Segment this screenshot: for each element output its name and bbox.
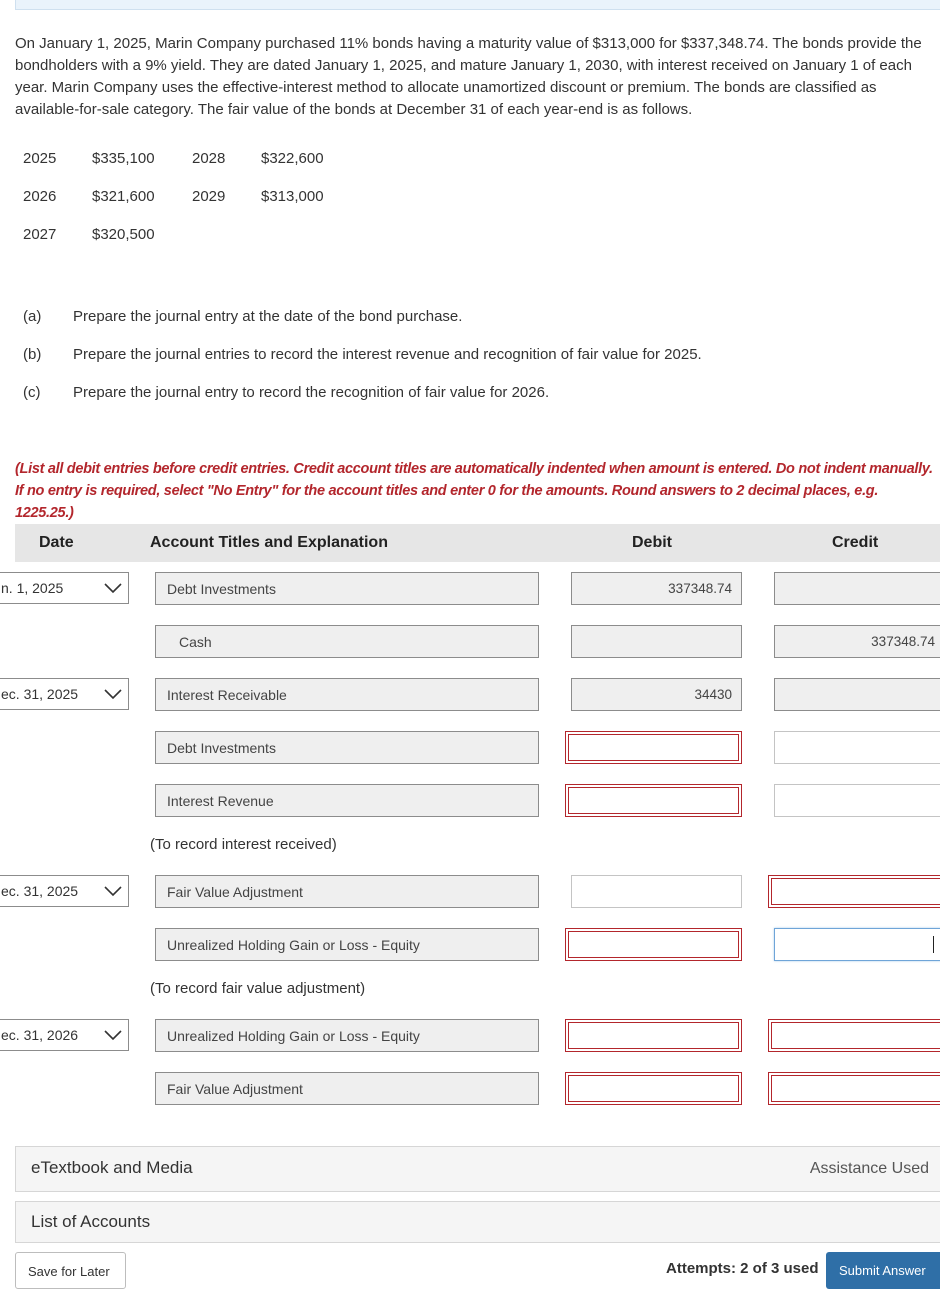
account-title-value: Interest Revenue bbox=[167, 793, 274, 809]
header-credit: Credit bbox=[832, 534, 879, 551]
header-debit: Debit bbox=[632, 534, 672, 551]
error-outline bbox=[568, 931, 739, 958]
account-title-value: Unrealized Holding Gain or Loss - Equity bbox=[167, 1028, 420, 1044]
part-letter: (a) bbox=[23, 308, 42, 325]
fair-value-amount: $322,600 bbox=[261, 150, 324, 167]
fair-value-year: 2029 bbox=[192, 188, 226, 205]
account-title-input[interactable] bbox=[155, 928, 539, 961]
credit-input[interactable] bbox=[774, 928, 940, 961]
debit-input[interactable] bbox=[571, 625, 742, 658]
entry-note: (To record fair value adjustment) bbox=[150, 980, 366, 997]
debit-input[interactable] bbox=[571, 572, 742, 605]
etextbook-link[interactable]: eTextbook and Media bbox=[31, 1158, 193, 1177]
save-for-later-button[interactable] bbox=[15, 1252, 126, 1289]
chevron-down-icon bbox=[102, 1025, 124, 1045]
header-account: Account Titles and Explanation bbox=[150, 534, 388, 551]
attempts-counter: Attempts: 2 of 3 used bbox=[666, 1260, 819, 1277]
date-select-value: ec. 31, 2025 bbox=[1, 883, 79, 899]
date-select[interactable] bbox=[0, 875, 129, 907]
credit-input[interactable] bbox=[774, 625, 940, 658]
fair-value-year: 2026 bbox=[23, 188, 57, 205]
part-text: Prepare the journal entries to record the interest revenue and recognition of fair value for 2025. bbox=[73, 346, 702, 363]
etextbook-panel[interactable] bbox=[15, 1146, 940, 1192]
part-letter: (c) bbox=[23, 384, 41, 401]
credit-input[interactable] bbox=[768, 875, 940, 908]
top-banner bbox=[15, 0, 940, 10]
credit-input[interactable] bbox=[774, 731, 940, 764]
account-title-input[interactable] bbox=[155, 784, 539, 817]
fair-value-amount: $335,100 bbox=[92, 150, 155, 167]
list-of-accounts-link[interactable]: List of Accounts bbox=[31, 1212, 151, 1231]
account-title-value: Debt Investments bbox=[167, 581, 276, 597]
debit-value: 337348.74 bbox=[668, 581, 732, 596]
journal-table-header bbox=[15, 524, 940, 562]
date-select[interactable] bbox=[0, 678, 129, 710]
debit-input[interactable] bbox=[571, 875, 742, 908]
fair-value-year: 2025 bbox=[23, 150, 57, 167]
credit-input[interactable] bbox=[768, 1019, 940, 1052]
credit-input[interactable] bbox=[774, 678, 940, 711]
date-select[interactable] bbox=[0, 1019, 129, 1051]
account-title-value: Interest Receivable bbox=[167, 687, 287, 703]
account-title-input[interactable] bbox=[155, 1072, 539, 1105]
text-cursor bbox=[933, 936, 934, 953]
debit-input[interactable] bbox=[565, 928, 742, 961]
fair-value-amount: $313,000 bbox=[261, 188, 324, 205]
fair-value-amount: $320,500 bbox=[92, 226, 155, 243]
account-title-value: Debt Investments bbox=[167, 740, 276, 756]
error-outline bbox=[568, 734, 739, 761]
submit-button-label: Submit Answer bbox=[839, 1263, 926, 1278]
debit-input[interactable] bbox=[565, 1019, 742, 1052]
header-date: Date bbox=[39, 534, 74, 551]
debit-input[interactable] bbox=[565, 1072, 742, 1105]
error-outline bbox=[568, 1075, 739, 1102]
account-title-input[interactable] bbox=[155, 731, 539, 764]
entry-note: (To record interest received) bbox=[150, 836, 337, 853]
credit-input[interactable] bbox=[774, 784, 940, 817]
account-title-value: Fair Value Adjustment bbox=[167, 884, 303, 900]
credit-input[interactable] bbox=[774, 572, 940, 605]
date-select-value: ec. 31, 2025 bbox=[1, 686, 79, 702]
credit-value: 337348.74 bbox=[871, 634, 935, 649]
part-text: Prepare the journal entry to record the recognition of fair value for 2026. bbox=[73, 384, 550, 401]
debit-input[interactable] bbox=[565, 784, 742, 817]
account-title-value: Unrealized Holding Gain or Loss - Equity bbox=[167, 937, 420, 953]
account-title-input[interactable] bbox=[155, 572, 539, 605]
save-button-label: Save for Later bbox=[28, 1264, 110, 1279]
date-select-value: n. 1, 2025 bbox=[1, 580, 64, 596]
submit-answer-button[interactable] bbox=[826, 1252, 940, 1289]
chevron-down-icon bbox=[102, 881, 124, 901]
chevron-down-icon bbox=[102, 684, 124, 704]
debit-value: 34430 bbox=[694, 687, 732, 702]
error-outline bbox=[568, 1022, 739, 1049]
fair-value-amount: $321,600 bbox=[92, 188, 155, 205]
credit-input[interactable] bbox=[768, 1072, 940, 1105]
assistance-used-label: Assistance Used bbox=[809, 1160, 929, 1177]
part-letter: (b) bbox=[23, 346, 42, 363]
part-text: Prepare the journal entry at the date of the bond purchase. bbox=[73, 308, 463, 325]
problem-intro: On January 1, 2025, Marin Company purchased 11% bonds having a maturity value of $313,000 for $337,348.74. The bonds provide the bondholders with a 9% yield. They are dated January 1, 2025, and mature January 1, 2030, with interest received on January 1 of each year. Marin Company uses the effective-interest method to allocate unamortized discount or premium. The bonds are classified as available-for-sale category. The fair value of the bonds at December 31 of each year-end is as follows. bbox=[15, 35, 922, 118]
account-title-input[interactable] bbox=[155, 875, 539, 908]
account-title-input[interactable] bbox=[155, 1019, 539, 1052]
instructions: (List all debit entries before credit entries. Credit account titles are automatically indented when amount is entered. Do not indent manually. If no entry is required, select "No Entry" for the account titles and enter 0 for the amounts. Round answers to 2 decimal places, e.g. 1225.25.) bbox=[15, 461, 933, 521]
error-outline bbox=[771, 1022, 940, 1049]
date-select-value: ec. 31, 2026 bbox=[1, 1027, 79, 1043]
fair-value-year: 2027 bbox=[23, 226, 57, 243]
error-outline bbox=[771, 878, 940, 905]
date-select[interactable] bbox=[0, 572, 129, 604]
error-outline bbox=[568, 787, 739, 814]
account-title-value: Cash bbox=[179, 634, 212, 650]
debit-input[interactable] bbox=[571, 678, 742, 711]
account-title-value: Fair Value Adjustment bbox=[167, 1081, 303, 1097]
account-title-input[interactable] bbox=[155, 678, 539, 711]
chevron-down-icon bbox=[102, 578, 124, 598]
account-title-input[interactable] bbox=[155, 625, 539, 658]
fair-value-year: 2028 bbox=[192, 150, 226, 167]
list-of-accounts-panel[interactable] bbox=[15, 1201, 940, 1243]
error-outline bbox=[771, 1075, 940, 1102]
debit-input[interactable] bbox=[565, 731, 742, 764]
